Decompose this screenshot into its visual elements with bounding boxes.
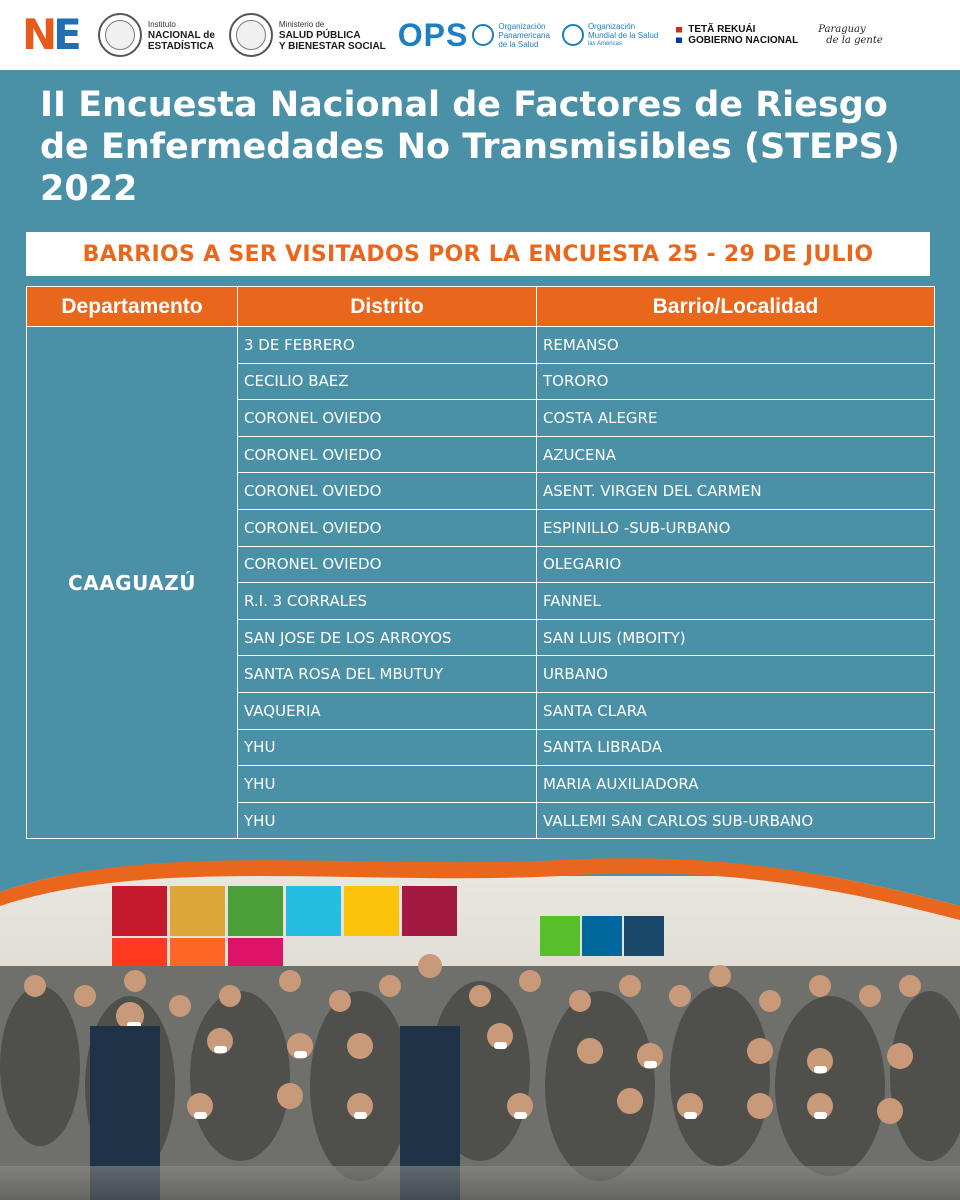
department-cell: CAAGUAZÚ	[27, 327, 238, 839]
table-header-row	[27, 287, 935, 327]
distrito-cell: CECILIO BAEZ	[238, 363, 537, 400]
distrito-cell: 3 DE FEBRERO	[238, 327, 537, 364]
barrio-cell: SANTA LIBRADA	[537, 729, 935, 766]
ine-logo-e: E	[53, 10, 78, 59]
crowd	[0, 954, 960, 1200]
ine-line-2: NACIONAL de	[147, 29, 215, 41]
header-barrio: Barrio/Localidad	[537, 287, 935, 327]
gob-line-2: GOBIERNO NACIONAL	[688, 35, 799, 46]
barrio-cell: ASENT. VIRGEN DEL CARMEN	[537, 473, 935, 510]
ine-seal-logo	[98, 13, 215, 57]
oms-line-2: Mundial de la Salud	[587, 30, 659, 40]
ine-line-3: ESTADÍSTICA	[147, 40, 214, 52]
table-row	[27, 327, 935, 364]
subtitle: BARRIOS A SER VISITADOS POR LA ENCUESTA 25 - 29 DE JULIO	[82, 241, 874, 267]
subtitle-banner	[26, 232, 930, 276]
distrito-cell: VAQUERIA	[238, 692, 537, 729]
distrito-cell: SAN JOSE DE LOS ARROYOS	[238, 619, 537, 656]
barrio-cell: URBANO	[537, 656, 935, 693]
gob-line-1: TETÃ REKUÁI	[688, 24, 756, 35]
oms-logo	[558, 22, 658, 49]
ine-line-1: Instituto	[147, 19, 176, 29]
ops-line-3: de la Salud	[498, 39, 539, 49]
barrio-cell: SANTA CLARA	[537, 692, 935, 729]
barrio-cell: REMANSO	[537, 327, 935, 364]
barrio-cell: FANNEL	[537, 583, 935, 620]
barrio-cell: OLEGARIO	[537, 546, 935, 583]
ops-logo	[398, 17, 550, 54]
distrito-cell: CORONEL OVIEDO	[238, 509, 537, 546]
group-photo	[0, 846, 960, 1200]
barrio-cell: SAN LUIS (MBOITY)	[537, 619, 935, 656]
msp-line-1: Ministerio de	[278, 19, 325, 29]
distrito-cell: YHU	[238, 766, 537, 803]
who-globe-icon	[562, 24, 584, 46]
page-title: II Encuesta Nacional de Factores de Riesgo de Enfermedades No Transmisibles (STEPS) 2022	[40, 85, 900, 209]
slogan-line-2: de la gente	[826, 35, 883, 46]
ine-logo-n: N	[22, 10, 54, 59]
msp-line-2: SALUD PÚBLICA	[278, 29, 361, 41]
msp-line-3: Y BIENESTAR SOCIAL	[278, 40, 386, 52]
ops-line-2: Panamericana	[498, 30, 550, 40]
distrito-cell: YHU	[238, 802, 537, 839]
barrio-cell: COSTA ALEGRE	[537, 400, 935, 437]
oms-line-1: Organización	[587, 21, 636, 31]
msp-logo	[229, 13, 386, 57]
logo-bar	[0, 0, 960, 70]
distrito-cell: R.I. 3 CORRALES	[238, 583, 537, 620]
barrio-cell: TORORO	[537, 363, 935, 400]
paraguay-flag-icon	[676, 27, 682, 43]
barrio-cell: MARIA AUXILIADORA	[537, 766, 935, 803]
paraguay-seal-icon	[229, 13, 273, 57]
ine-logo	[22, 10, 78, 59]
neighborhoods-table	[26, 286, 935, 839]
barrio-cell: AZUCENA	[537, 436, 935, 473]
distrito-cell: SANTA ROSA DEL MBUTUY	[238, 656, 537, 693]
slogan-line-1: Paraguay	[818, 24, 866, 35]
globe-icon	[472, 24, 494, 46]
gobierno-logo	[676, 24, 798, 46]
slogan-logo	[818, 24, 883, 46]
ops-line-1: Organización	[498, 21, 546, 31]
ops-wordmark: OPS	[397, 16, 469, 53]
distrito-cell: CORONEL OVIEDO	[238, 546, 537, 583]
distrito-cell: CORONEL OVIEDO	[238, 473, 537, 510]
distrito-cell: CORONEL OVIEDO	[238, 436, 537, 473]
paraguay-seal-icon	[98, 13, 142, 57]
barrio-cell: VALLEMI SAN CARLOS SUB-URBANO	[537, 802, 935, 839]
oms-line-3: las Américas	[587, 40, 622, 47]
distrito-cell: CORONEL OVIEDO	[238, 400, 537, 437]
distrito-cell: YHU	[238, 729, 537, 766]
barrio-cell: ESPINILLO -SUB-URBANO	[537, 509, 935, 546]
header-departamento: Departamento	[27, 287, 238, 327]
header-distrito: Distrito	[238, 287, 537, 327]
